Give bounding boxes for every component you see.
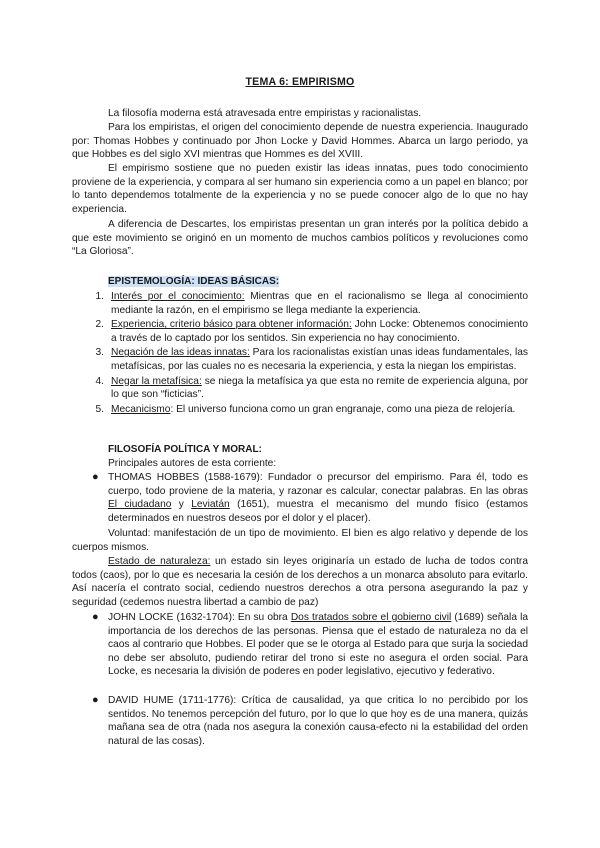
hobbes-mid: y <box>171 499 192 511</box>
estado-term: Estado de naturaleza: <box>108 556 211 567</box>
list-number: 4. <box>95 375 104 387</box>
list-text: Para los racionalistas existían unas ideas fundamentales, las metafísicas, por las cuales no es necesaria la experiencia, y esta la niegan los empiristas. <box>111 347 528 372</box>
list-term: Negación de las ideas innatas: <box>111 347 250 359</box>
intro-p2 <box>72 121 528 162</box>
page-title: TEMA 6: EMPIRISMO <box>245 76 355 88</box>
intro-p1 <box>108 107 528 121</box>
list-item <box>86 290 528 317</box>
list-item <box>86 375 528 402</box>
list-item <box>86 318 528 345</box>
list-number: 5. <box>95 403 104 415</box>
list-item-locke <box>90 611 528 679</box>
list-text: Mientras que en el racionalismo se llega al conocimiento mediante la razón, en el empirismo se llega mediante la experiencia. <box>111 291 528 316</box>
politica-intro-wrap <box>108 457 528 471</box>
politica-heading: FILOSOFÍA POLÍTICA Y MORAL: <box>108 444 262 455</box>
bullet-icon: ● <box>92 694 99 706</box>
locke-work: Dos tratados sobre el gobierno civil <box>290 612 452 623</box>
voluntad-text: Voluntad: manifestación de un tipo de movimiento. El bien es algo relativo y depende de los cuerpos mismos. <box>72 528 528 553</box>
list-text: : El universo funciona como un gran engranaje, como una pieza de relojería. <box>170 403 516 415</box>
list-item <box>86 346 528 373</box>
politica-heading-wrap <box>108 443 528 457</box>
list-number: 2. <box>95 319 104 331</box>
bullet-icon: ● <box>92 611 99 623</box>
hobbes-lead: THOMAS HOBBES (1588-1679): Fundador o precursor del empirismo. Para él, todo es cuerpo, todo proviene de la materia, y razonar es calcular, conectar palabras. En las obras <box>108 472 528 497</box>
list-item-hobbes <box>90 471 528 525</box>
list-text: John Locke: Obtenemos conocimiento a través de lo captado por los sentidos. Sin experiencia no hay conocimiento. <box>111 319 528 344</box>
epistemologia-list <box>86 290 528 417</box>
estado-text: un estado sin leyes originaría un estado de lucha de todos contra todos (caos), por lo que es necesaria la cesión de los derechos a un monarca absoluto para evitarlo. Así nacería el contrato social, cediendo nuestros derechos a otra persona asegurando la paz y seguridad (cedemos nuestra libertad a cambio de paz) <box>72 556 528 608</box>
list-number: 3. <box>95 347 104 359</box>
list-text: se niega la metafísica ya que esta no remite de experiencia alguna, por lo que son “ficticias”. <box>111 375 528 401</box>
intro-p4 <box>72 218 528 259</box>
intro-p3-text: El empirismo sostiene que no pueden existir las ideas innatas, pues todo conocimiento proviene de la experiencia, y compara al ser humano sin experiencia como a un papel en blanco; por lo tanto dependemos totalmente de la experiencia y no se puede conocer algo de lo que no hay experiencia. <box>72 163 528 215</box>
epistemologia-heading-wrap <box>108 275 528 289</box>
estado-wrap <box>72 555 528 609</box>
intro-p1-text: La filosofía moderna está atravesada entre empiristas y racionalistas. <box>108 108 422 119</box>
list-term: Experiencia, criterio básico para obtener información: <box>111 319 352 331</box>
epistemologia-heading: EPISTEMOLOGÍA: IDEAS BÁSICAS: <box>108 276 280 287</box>
hume-bullet-wrap <box>90 694 528 748</box>
bullet-icon: ● <box>92 471 99 483</box>
locke-lead: JOHN LOCKE (1632-1704): En su obra <box>108 612 291 623</box>
voluntad-wrap <box>72 527 528 554</box>
intro-p4-text: A diferencia de Descartes, los empiristas presentan un gran interés por la política debido a que este movimiento se originó en un momento de muchos cambios políticos y revoluciones como “La Gloriosa”. <box>72 219 528 258</box>
list-term: Mecanicismo <box>111 403 171 415</box>
estado-paragraph <box>72 555 528 609</box>
intro-p3 <box>72 162 528 216</box>
list-term: Interés por el conocimiento: <box>111 291 245 302</box>
hobbes-bullet-wrap <box>90 471 528 525</box>
list-item <box>86 403 528 417</box>
hobbes-work1: El ciudadano <box>108 499 172 511</box>
locke-tail: (1689) señala la importancia de los derechos de las personas. Piensa que el estado de naturaleza no da el caos al contrario que Hobbes. El poder que se le otorga al Estado para que surja la sociedad no debe ser absoluto, pudiendo retirar del trono si este no asegura el orden social. Para Locke, es necesaria la división de poderes en poder legislativo, ejecutivo y federativo. <box>108 612 529 678</box>
list-term: Negar la metafísica: <box>111 375 202 387</box>
list-item-hume <box>90 694 528 748</box>
hobbes-tail: (1651), muestra el mecanismo del mundo físico (estamos determinados en nuestros deseos por el dolor y el placer). <box>108 499 528 524</box>
politica-intro: Principales autores de esta corriente: <box>108 458 277 469</box>
intro-p2-text: Para los empiristas, el origen del conocimiento depende de nuestra experiencia. Inaugurado por: Thomas Hobbes y continuado por Jhon Locke y David Hommes. Abarca un largo periodo, ya que Hobbes es del siglo XVI mientras que Hommes es del XVIII. <box>72 122 528 161</box>
hobbes-work2: Leviatán <box>191 499 230 511</box>
list-number: 1. <box>95 291 104 302</box>
locke-bullet-wrap <box>90 611 528 679</box>
hume-text: DAVID HUME (1711-1776): Crítica de causalidad, ya que critica lo no percibido por los sentidos. No tenemos percepción del futuro, por lo que lo que hoy es de una manera, quizás mañana sea de otra (nada nos asegura la conexión causa-efecto ni la estabilidad del orden natural de las cosas). <box>108 695 528 747</box>
